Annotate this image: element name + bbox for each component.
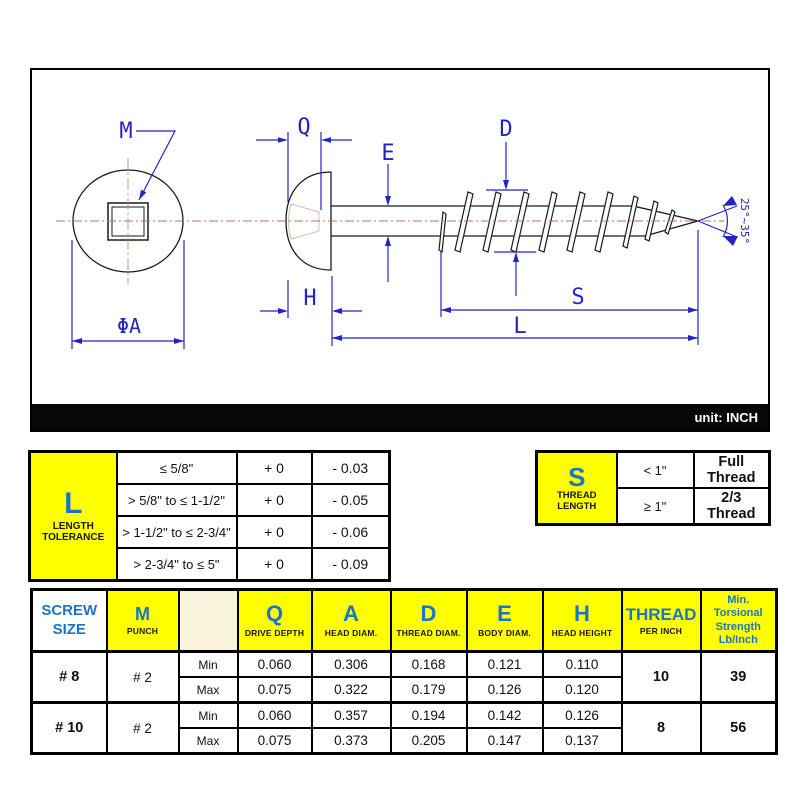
max-label-cell: Max xyxy=(179,677,238,703)
label-tip-angle: 25°~35° xyxy=(738,197,751,245)
drawing-panel xyxy=(30,68,770,432)
minus-cell: - 0.03 xyxy=(312,452,390,485)
condition-cell: < 1" xyxy=(617,452,694,489)
plus-cell: + 0 xyxy=(237,516,312,548)
header-thread-per-inch: THREAD PER INCH xyxy=(622,590,701,652)
length-tolerance-title: LENGTH TOLERANCE xyxy=(42,520,105,543)
spec-header-row xyxy=(32,590,777,652)
label-m: M xyxy=(119,119,133,144)
label-e: E xyxy=(381,141,395,166)
result-cell: Full Thread xyxy=(694,452,770,489)
d-value: 0.168 xyxy=(391,652,467,678)
screw-size-cell: # 8 xyxy=(32,652,107,703)
thread-per-inch-cell: 8 xyxy=(622,703,701,754)
header-screw-size: SCREW SIZE xyxy=(32,590,107,652)
q-value: 0.075 xyxy=(238,677,312,703)
a-value: 0.357 xyxy=(312,703,391,729)
thread-length-title: THREAD LENGTH xyxy=(556,489,597,512)
a-value: 0.306 xyxy=(312,652,391,678)
dimension-labels xyxy=(117,115,751,339)
range-cell: > 5/8" to ≤ 1-1/2" xyxy=(117,484,237,516)
unit-bar xyxy=(32,404,768,430)
length-tolerance-symbol-cell xyxy=(30,452,117,581)
range-cell: > 1-1/2" to ≤ 2-3/4" xyxy=(117,516,237,548)
minus-cell: - 0.05 xyxy=(312,484,390,516)
header-e-body-diam: E BODY DIAM. xyxy=(467,590,543,652)
dimension-lines xyxy=(72,131,737,349)
table-row xyxy=(32,652,777,678)
drive-recess-hidden-lines xyxy=(289,204,320,239)
range-cell: > 2-3/4" to ≤ 5" xyxy=(117,548,237,581)
plus-cell: + 0 xyxy=(237,484,312,516)
header-h-head-height: H HEAD HEIGHT xyxy=(543,590,622,652)
symbol-l: L xyxy=(64,486,83,520)
torsional-strength-cell: 39 xyxy=(701,652,777,703)
header-torsional-strength: Min. Torsional Strength Lb/Inch xyxy=(701,590,777,652)
plus-cell: + 0 xyxy=(237,452,312,485)
thread-length-table xyxy=(535,450,771,526)
screw-size-cell: # 10 xyxy=(32,703,107,754)
thread-length-symbol-cell xyxy=(537,452,617,525)
min-label-cell: Min xyxy=(179,652,238,678)
min-label-cell: Min xyxy=(179,703,238,729)
h-value: 0.137 xyxy=(543,728,622,754)
plus-cell: + 0 xyxy=(237,548,312,581)
e-value: 0.126 xyxy=(467,677,543,703)
a-value: 0.322 xyxy=(312,677,391,703)
d-value: 0.205 xyxy=(391,728,467,754)
technical-drawing xyxy=(32,70,768,404)
table-row xyxy=(30,452,390,485)
h-value: 0.110 xyxy=(543,652,622,678)
label-h: H xyxy=(303,286,317,311)
label-q: Q xyxy=(297,115,311,140)
result-cell: 2/3 Thread xyxy=(694,488,770,525)
header-d-thread-diam: D THREAD DIAM. xyxy=(391,590,467,652)
e-value: 0.147 xyxy=(467,728,543,754)
max-label-cell: Max xyxy=(179,728,238,754)
range-cell: ≤ 5/8" xyxy=(117,452,237,485)
d-value: 0.179 xyxy=(391,677,467,703)
label-l: L xyxy=(513,314,527,339)
minus-cell: - 0.06 xyxy=(312,516,390,548)
minus-cell: - 0.09 xyxy=(312,548,390,581)
header-a-head-diam: A HEAD DIAM. xyxy=(312,590,391,652)
punch-cell: # 2 xyxy=(107,703,179,754)
h-value: 0.120 xyxy=(543,677,622,703)
condition-cell: ≥ 1" xyxy=(617,488,694,525)
e-value: 0.142 xyxy=(467,703,543,729)
a-value: 0.373 xyxy=(312,728,391,754)
table-row xyxy=(32,703,777,729)
length-tolerance-table xyxy=(28,450,391,582)
thread-per-inch-cell: 10 xyxy=(622,652,701,703)
q-value: 0.060 xyxy=(238,703,312,729)
punch-cell: # 2 xyxy=(107,652,179,703)
table-row xyxy=(537,452,770,489)
thread-blades xyxy=(439,192,675,252)
h-value: 0.126 xyxy=(543,703,622,729)
header-q-drive-depth: Q DRIVE DEPTH xyxy=(238,590,312,652)
q-value: 0.060 xyxy=(238,652,312,678)
torsional-strength-cell: 56 xyxy=(701,703,777,754)
symbol-s: S xyxy=(568,461,586,492)
d-value: 0.194 xyxy=(391,703,467,729)
e-value: 0.121 xyxy=(467,652,543,678)
header-m-punch: M PUNCH xyxy=(107,590,179,652)
header-blank-cell xyxy=(179,590,238,652)
label-d: D xyxy=(499,117,513,142)
label-s: S xyxy=(571,285,585,310)
dimension-arrowheads xyxy=(72,137,738,344)
q-value: 0.075 xyxy=(238,728,312,754)
screw-spec-table xyxy=(30,588,778,755)
label-phi-a: ΦA xyxy=(116,314,142,338)
unit-label: unit: INCH xyxy=(694,409,758,425)
